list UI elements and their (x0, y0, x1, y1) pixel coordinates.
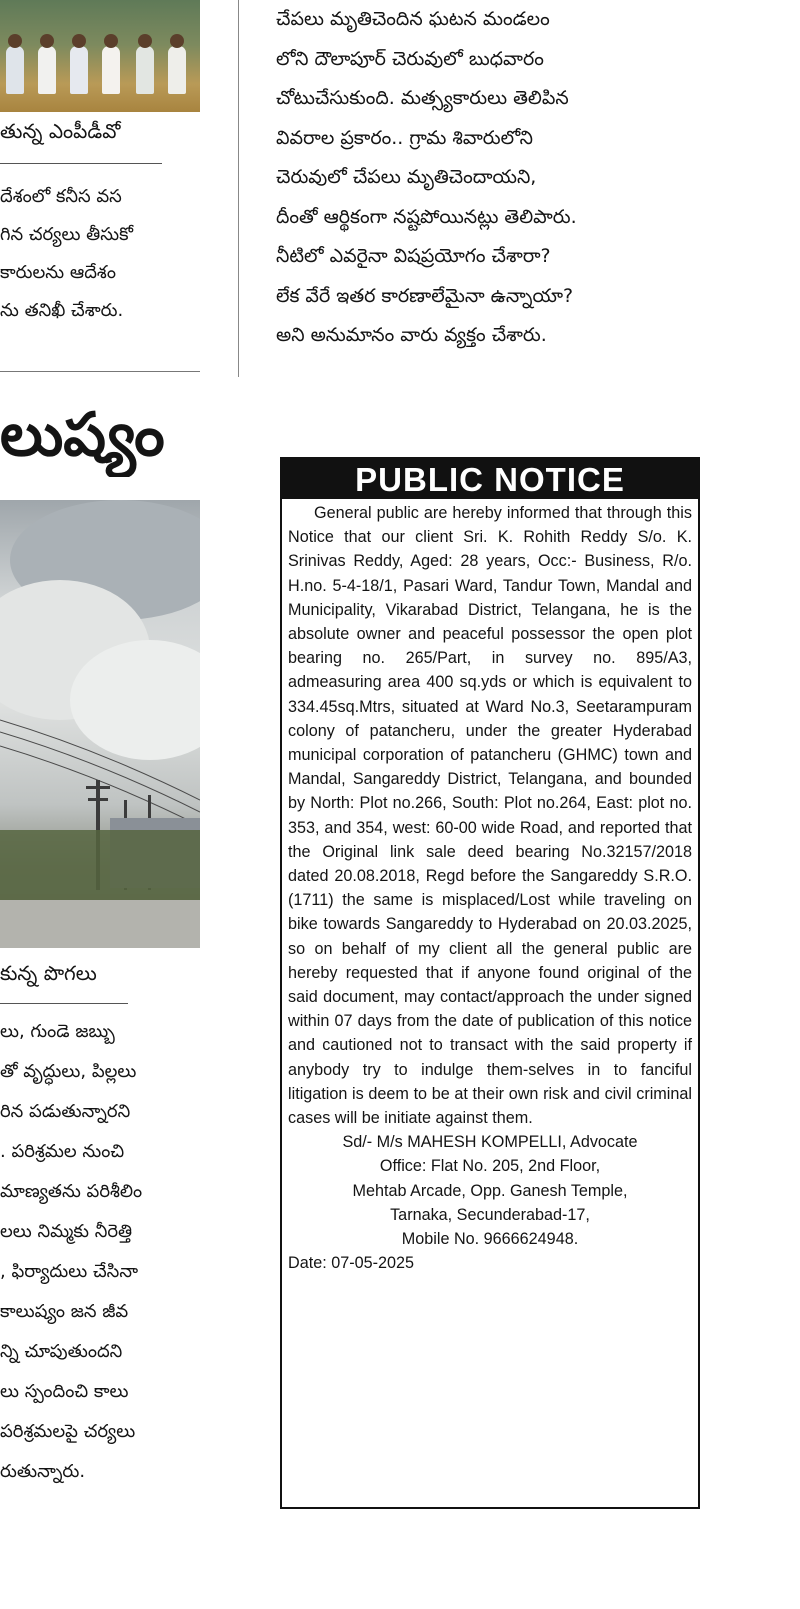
article-line: అని అనుమానం వారు వ్యక్తం చేశారు. (276, 324, 547, 346)
left-paragraph-top (0, 178, 205, 330)
left-paragraph-bottom (0, 1012, 205, 1492)
pollution-headline: లుష్యం (0, 400, 165, 470)
text-line: కారులను ఆదేశం (0, 262, 116, 283)
text-line: లు స్పందించి కాలు (0, 1381, 129, 1402)
notice-title: PUBLIC NOTICE (282, 459, 698, 499)
notice-body: General public are hereby informed that through this Notice that our client Sri. K. Rohith Reddy S/o. K. Srinivas Reddy, Aged: 28 years, Occ:- Business, R/o. H.no. 5-4-18/1, Pasari Ward, Tandur Town, Mandal and Municipality, Vikarabad District, Telangana, he is the absolute owner and peaceful possessor the open plot bearing no. 265/Part, in survey no. 895/A3, admeasuring area 400 sq.yds or which is equivalent to 334.45sq.Mtrs, situated at Ward No.3, Seetarampuram colony of patancheru, under the greater Hyderabad municipal corporation of patancheru (GHMC) town and Mandal, Sangareddy District, Telangana, and bounded by North: Plot no.266, South: Plot no.264, East: plot no. 353, and 354, west: 60-00 wide Road, and reported that the Original link sale deed bearing No.32157/2018 dated 20.08.2018, Regd before the Sangareddy S.R.O. (1711) the same is misplaced/Lost while traveling on bike towards Sangareddy to Hyderabad on 20.03.2025, so on behalf of my client all the general public are hereby requested that if anyone found original of the said document, may contact/approach the under signed within 07 days from the date of publication of this notice and cautioned not to transact with the said property if anybody try to indulge them-selves in to fanciful litigation is deem to be at their own risk and civil criminal cases will be initiate against them. (288, 504, 692, 1128)
news-photo-officials (0, 0, 200, 112)
article-line: నీటిలో ఎవరైనా విషప్రయోగం చేశారా? (276, 245, 551, 267)
advocate-signature: Sd/- M/s MAHESH KOMPELLI, Advocate (342, 1133, 638, 1152)
caption-rule (0, 1003, 128, 1004)
photo-caption-top: తున్న ఎంపీడీవో (0, 119, 121, 143)
fish-death-article (276, 0, 706, 356)
article-line: చెరువులో చేపలు మృతిచెందాయని, (276, 166, 537, 188)
news-photo-smoke (0, 500, 200, 948)
section-divider (0, 371, 200, 372)
office-address-line: Mehtab Arcade, Opp. Ganesh Temple, (352, 1181, 628, 1200)
text-line: లు, గుండె జబ్బు (0, 1021, 115, 1042)
photo-caption-smoke: కున్న పొగలు (0, 961, 97, 985)
text-line: మాణ్యతను పరిశీలిం (0, 1181, 143, 1202)
column-divider (238, 0, 239, 377)
text-line: రిన పడుతున్నారని (0, 1101, 131, 1122)
office-address-line: Office: Flat No. 205, 2nd Floor, (379, 1157, 601, 1176)
office-address-line: Tarnaka, Secunderabad-17, (390, 1205, 590, 1224)
public-notice-box (280, 457, 700, 1509)
article-line: లోని దౌలాపూర్ చెరువులో బుధవారం (276, 47, 544, 70)
article-line: వివరాల ప్రకారం.. గ్రామ శివారులోని (276, 126, 534, 149)
text-line: తో వృద్ధులు, పిల్లలు (0, 1061, 137, 1082)
article-line: చేపలు మృతిచెందిన ఘటన మండలం (276, 8, 550, 30)
text-line: . పరిశ్రమల నుంచి (0, 1141, 125, 1162)
text-line: రుతున్నారు. (0, 1461, 86, 1482)
text-line: గిన చర్యలు తీసుకో (0, 224, 133, 245)
mobile-number: Mobile No. 9666624948. (401, 1230, 579, 1249)
article-line: లేక వేరే ఇతర కారణాలేమైనా ఉన్నాయా? (276, 284, 574, 307)
text-line: ను తనిఖీ చేశారు. (0, 300, 124, 321)
article-line: దీంతో ఆర్థికంగా నష్టపోయినట్లు తెలిపారు. (276, 205, 577, 228)
text-line: దేశంలో కనీస వస (0, 186, 122, 207)
text-line: పరిశ్రమలపై చర్యలు (0, 1421, 136, 1442)
caption-rule (0, 163, 162, 164)
text-line: లలు నిమ్మకు నీరెత్తి (0, 1221, 133, 1242)
article-line: చోటుచేసుకుంది. మత్స్యకారులు తెలిపిన (276, 87, 569, 109)
notice-date: Date: 07-05-2025 (288, 1254, 414, 1273)
text-line: న్ని చూపుతుందని (0, 1341, 123, 1362)
text-line: కాలుష్యం జన జీవ (0, 1301, 129, 1322)
text-line: , ఫిర్యాదులు చేసినా (0, 1261, 139, 1282)
